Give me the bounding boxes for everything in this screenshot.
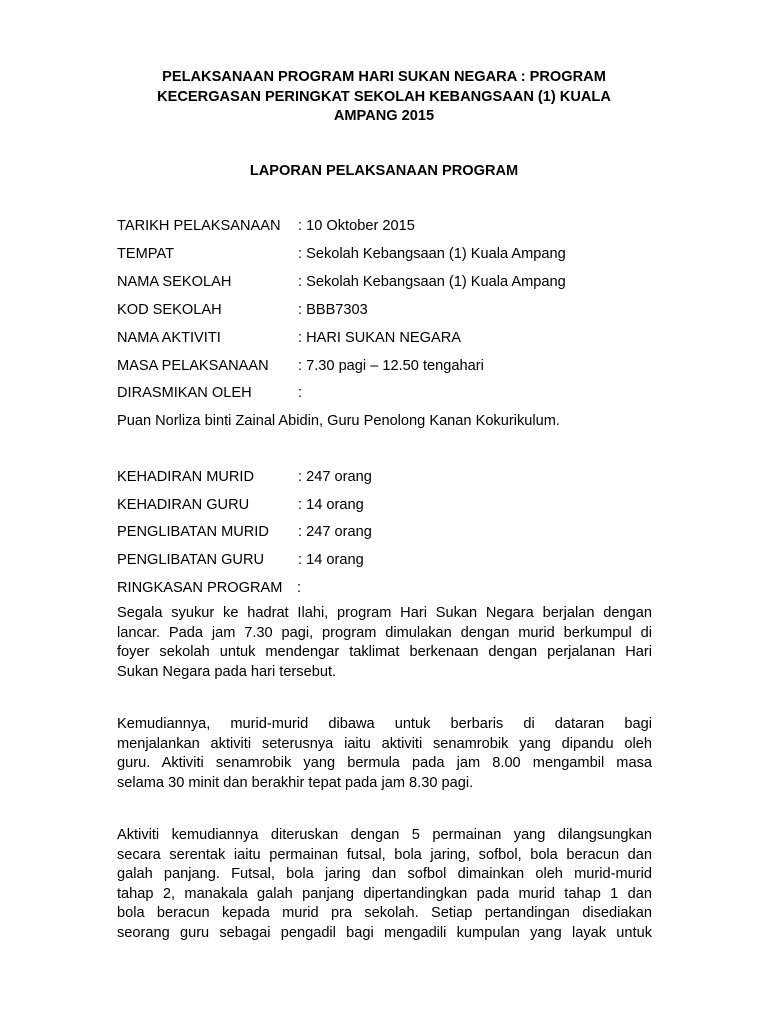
attendance-value: : 247 orang — [298, 524, 372, 540]
detail-value: : 7.30 pagi – 12.50 tengahari — [298, 358, 484, 374]
attendance-label: PENGLIBATAN MURID — [117, 524, 269, 540]
attendance-value: : 247 orang — [298, 469, 372, 485]
detail-value: : Sekolah Kebangsaan (1) Kuala Ampang — [298, 246, 566, 262]
paragraph-line: secara serentak iaitu permainan futsal, bola jaring, sofbol, bola beracun dan — [117, 846, 652, 863]
paragraph-line: Sukan Negara pada hari tersebut. — [117, 663, 337, 680]
detail-label: MASA PELAKSANAAN — [117, 358, 269, 374]
attendance-value: : 14 orang — [298, 552, 364, 568]
report-subtitle: LAPORAN PELAKSANAAN PROGRAM — [249, 163, 519, 179]
paragraph-line: guru. Aktiviti senamrobik yang bermula pada jam 8.00 mengambil masa — [117, 755, 652, 771]
paragraph-line: bola beracun kepada murid pra sekolah. Setiap pertandingan disediakan — [117, 905, 652, 921]
paragraph-line: Aktiviti kemudiannya diteruskan dengan 5 permainan yang dilangsungkan — [117, 827, 652, 843]
detail-label: TARIKH PELAKSANAAN — [117, 218, 281, 234]
detail-value: : Sekolah Kebangsaan (1) Kuala Ampang — [298, 274, 566, 290]
attendance-value: : 14 orang — [298, 497, 364, 513]
summary-paragraph-2 — [117, 715, 652, 793]
paragraph-line: Kemudiannya, murid-murid dibawa untuk berbaris di dataran bagi — [117, 716, 652, 732]
summary-paragraph-1 — [117, 604, 652, 682]
detail-label: NAMA SEKOLAH — [117, 274, 232, 290]
paragraph-line: foyer sekolah untuk mendengar taklimat berkenaan dengan perjalanan Hari — [117, 644, 652, 660]
detail-value: : 10 Oktober 2015 — [298, 218, 415, 234]
paragraph-line: Segala syukur ke hadrat Ilahi, program Hari Sukan Negara berjalan dengan — [117, 605, 652, 621]
title-line: AMPANG 2015 — [333, 108, 435, 124]
paragraph-line: galah panjang. Futsal, bola jaring dan sofbol dimainkan oleh murid-murid — [117, 866, 652, 882]
detail-label: KOD SEKOLAH — [117, 302, 222, 318]
detail-label: NAMA AKTIVITI — [117, 330, 221, 346]
document-title — [117, 68, 651, 127]
attendance-label: KEHADIRAN MURID — [117, 469, 255, 485]
officiated-by-text: Puan Norliza binti Zainal Abidin, Guru Penolong Kanan Kokurikulum. — [117, 413, 560, 429]
paragraph-line: lancar. Pada jam 7.30 pagi, program dimulakan dengan murid berkumpul di — [117, 624, 652, 641]
detail-label: DIRASMIKAN OLEH — [117, 385, 252, 401]
summary-label: RINGKASAN PROGRAM — [117, 580, 283, 596]
paragraph-line: selama 30 minit dan berakhir tepat pada jam 8.30 pagi. — [117, 774, 474, 791]
title-line: PELAKSANAAN PROGRAM HARI SUKAN NEGARA : PROGRAM — [162, 69, 606, 85]
summary-colon: : — [297, 580, 302, 596]
detail-value: : HARI SUKAN NEGARA — [298, 330, 461, 346]
paragraph-line: tahap 2, manakala galah panjang dipertandingkan pada murid tahap 1 dan — [117, 885, 652, 902]
detail-label: TEMPAT — [117, 246, 175, 262]
detail-value: : — [298, 385, 303, 401]
attendance-label: KEHADIRAN GURU — [117, 497, 250, 513]
detail-value: : BBB7303 — [298, 302, 368, 318]
attendance-label: PENGLIBATAN GURU — [117, 552, 265, 568]
paragraph-line: seorang guru sebagai pengadil bagi mengadili kumpulan yang layak untuk — [117, 924, 652, 941]
title-line: KECERGASAN PERINGKAT SEKOLAH KEBANGSAAN (1) KUALA — [157, 88, 611, 105]
paragraph-line: menjalankan aktiviti seterusnya iaitu aktiviti senamrobik yang dipandu oleh — [117, 735, 652, 752]
summary-paragraph-3 — [117, 826, 652, 943]
